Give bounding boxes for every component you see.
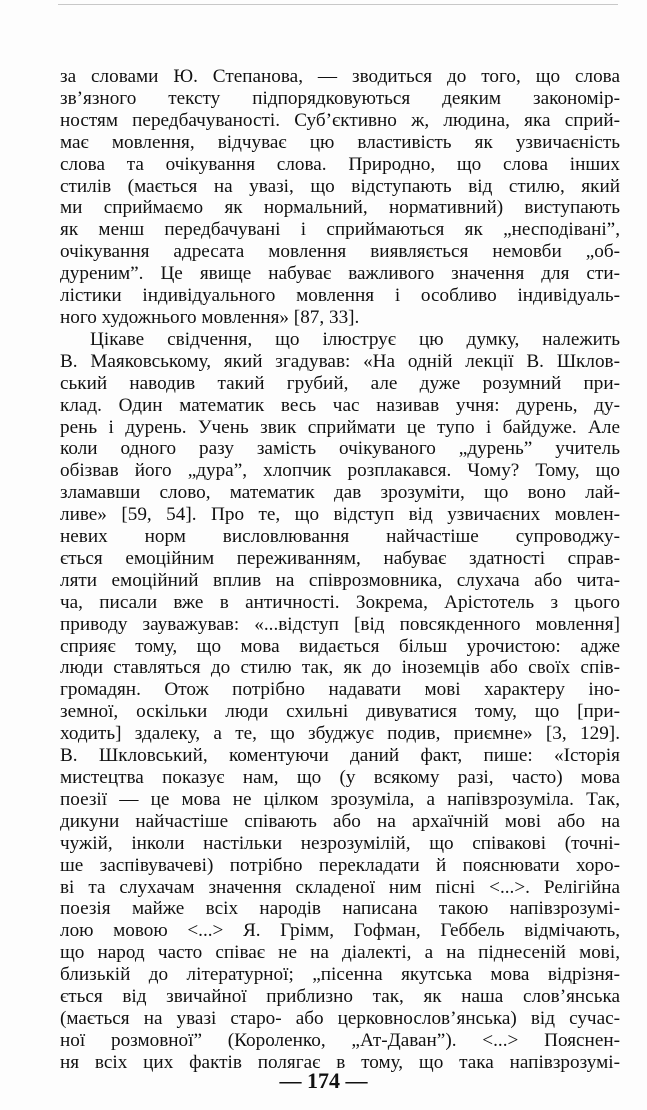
text-line: поезії — це мова не цілком зрозуміла, а напівзрозуміла. Так, — [60, 788, 620, 810]
text-line: (мається на увазі старо- або церковнослов’янська) від сучас- — [60, 1007, 620, 1029]
text-line: за словами Ю. Степанова, — зводиться до того, що слова — [60, 66, 620, 87]
text-line: ється емоційним переживанням, набуває здатності справ- — [60, 547, 620, 569]
text-line: має мовлення, відчуває цю властивість як узвичаєність — [60, 131, 620, 153]
text-line: дуреним”. Це явище набуває важливого значення для сти- — [60, 263, 620, 285]
text-line: ві та слухачам значення складеної ним пісні <...>. Релігійна — [60, 876, 620, 898]
text-line: слова та очікування слова. Природно, що слова інших — [60, 153, 620, 175]
top-edge-rule — [58, 4, 618, 5]
text-line: громадян. Отож потрібно надавати мові характеру іно- — [60, 679, 620, 701]
text-line: близькій до літературної; „пісенна якутська мова відрізня- — [60, 964, 620, 986]
text-line: ше заспівувачеві) потрібно перекладати й пояснювати хоро- — [60, 854, 620, 876]
text-line: чужій, інколи настільки незрозумілій, що співакові (точні- — [60, 832, 620, 854]
text-line: мистецтва показує нам, що (у всякому разі, часто) мова — [60, 767, 620, 788]
text-line: клад. Один математик весь час називав учня: дурень, ду- — [60, 394, 620, 416]
text-line: ча, писали вже в античності. Зокрема, Арістотель з цього — [60, 591, 620, 613]
text-line: коли одного разу замість очікуваного „дурень” учитель — [60, 438, 620, 460]
text-line: що народ часто співає не на діалекті, а на піднесеній мові, — [60, 942, 620, 964]
text-line: зв’язного тексту підпорядковуються деяким закономір- — [60, 87, 620, 109]
text-line: В. Шкловський, коментуючи даний факт, пише: «Історія — [60, 745, 620, 767]
text-line: Цікаве свідчення, що ілюструє цю думку, належить — [90, 328, 620, 350]
text-line: дикуни найчастіше співають або на архаїчній мові або на — [60, 810, 620, 832]
text-line: ної розмовної” (Короленко, „Ат-Даван”). <...> Пояснен- — [60, 1029, 620, 1051]
body-text — [60, 66, 620, 1074]
text-line: земної, оскільки люди схильні дивуватися тому, що [при- — [60, 701, 620, 723]
text-line: обізвав його „дура”, хлопчик розплакався. Чому? Тому, що — [60, 460, 620, 482]
text-line: ми сприймаємо як нормальний, нормативний) виступають — [60, 197, 620, 219]
text-line: В. Маяковському, який згадував: «На одній лекції В. Шклов- — [60, 350, 620, 372]
text-line: очікування адресата мовлення виявляється немовби „об- — [60, 241, 620, 263]
text-line: ходить] здалеку, а те, що збуджує подив, приємне» [3, 129]. — [60, 723, 620, 745]
text-line: рень і дурень. Учень звик сприймати це тупо і байдуже. Але — [60, 416, 620, 438]
text-line: лою мовою <...> Я. Грімм, Гофман, Геббель відмічають, — [60, 920, 620, 942]
text-line: ня всіх цих фактів полягає в тому, що така напівзрозумі- — [60, 1051, 620, 1073]
text-line: зламавши слово, математик дав зрозуміти, що воно лай- — [60, 482, 620, 504]
text-line: як менш передбачувані і сприймаються як „несподівані”, — [60, 219, 620, 241]
text-line: приводу зауважував: «...відступ [від повсякденного мовлення] — [60, 613, 620, 635]
text-line: сприяє тому, що мова видається більш урочистою: адже — [60, 635, 620, 657]
text-line: поезія майже всіх народів написана такою напівзрозумі- — [60, 898, 620, 920]
text-line: ностям передбачуваності. Суб’єктивно ж, людина, яка сприй- — [60, 109, 620, 131]
text-line: ливе» [59, 54]. Про те, що відступ від узвичаєних мовлен- — [60, 504, 620, 526]
text-line: стилів (мається на увазі, що відступають від стилю, який — [60, 175, 620, 197]
text-line: невих норм висловлювання найчастіше супроводжу- — [60, 526, 620, 548]
page-number: — 174 — — [279, 1068, 368, 1093]
text-line: лістики індивідуального мовлення і особливо індивідуаль- — [60, 285, 620, 307]
text-line: ється від звичайної приблизно так, як наша слов’янська — [60, 986, 620, 1008]
text-line: ський наводив такий грубий, але дуже розумний при- — [60, 372, 620, 394]
text-line: люди ставляться до стилю так, як до іноземців або своїх спів- — [60, 657, 620, 679]
text-line: ляти емоційний вплив на співрозмовника, слухача або чита- — [60, 569, 620, 591]
text-line: ного художнього мовлення» [87, 33]. — [60, 306, 360, 328]
